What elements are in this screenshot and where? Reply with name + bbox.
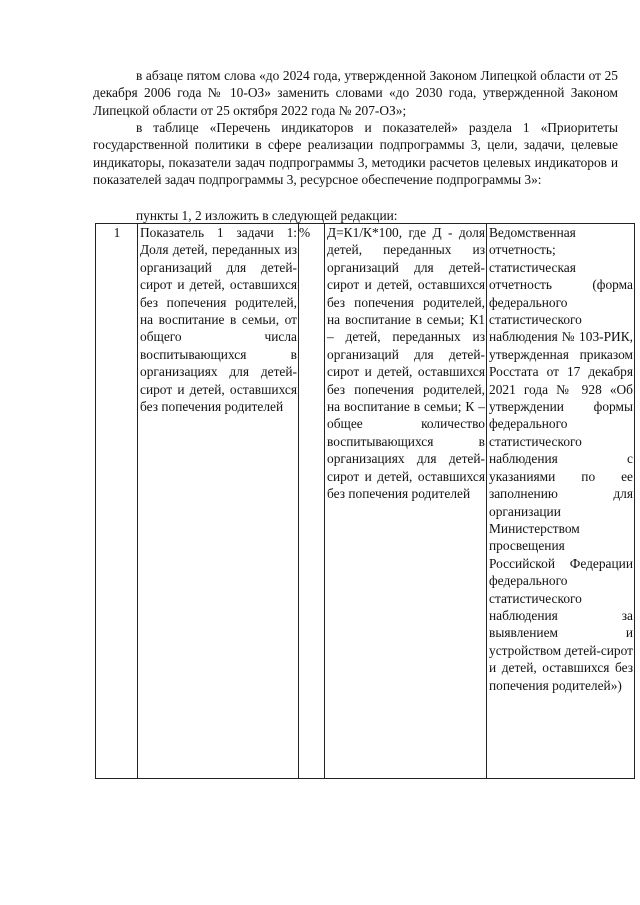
cell-number (96, 224, 138, 779)
cell-indicator-name: Показатель 1 задачи 1: Доля детей, переданных из организаций для детей-сирот и детей, оставшихся без попечения родителей, на воспитание в семьи, от общего числа воспитывающихся в организациях для детей-сирот и детей, оставшихся без попечения родителей (138, 224, 299, 779)
cell-data-source: Ведомственная отчетность; статистическая отчетность (форма федерального статистического наблюдения № 103-РИК, утвержденная приказом Росстата от 17 декабря 2021 года № 928 «Об утверждении формы федерального статистического наблюдения с указаниями по ее заполнению для организации Министерством просвещения Российской Федерации федерального статистического наблюдения за выявлением и устройством детей-сирот и детей, оставшихся без попечения родителей») (487, 224, 635, 779)
paragraph-amendment-2: в таблице «Перечень индикаторов и показателей» раздела 1 «Приоритеты государственной политики в сфере реализации подпрограммы 3, цели, задачи, целевые индикаторы, показатели задач подпрограммы 3, методики расчетов целевых индикаторов и показателей задач подпрограммы 3, ресурсное обеспечение подпрограммы 3»: (93, 120, 618, 188)
paragraph-amendment-1: в абзаце пятом слова «до 2024 года, утвержденной Законом Липецкой области от 25 декабря 2006 года № 10-ОЗ» заменить словами «до 2030 года, утвержденной Законом Липецкой области от 25 октября 2022 года № 207-ОЗ»; (93, 68, 618, 118)
table-row (96, 224, 635, 779)
paragraph-amendment-3: пункты 1, 2 изложить в следующей редакции: (136, 208, 398, 223)
cell-unit: % (299, 224, 325, 779)
cell-calculation-method: Д=К1/К*100, где Д - доля детей, переданных из организаций для детей-сирот и детей, оставшихся без попечения родителей, на воспитание в семьи; К1 – детей, переданных из организаций для детей-сирот и детей, оставшихся без попечения родителей, на воспитание в семьи; К – общее количество воспитывающихся в организациях для детей-сирот и детей, оставшихся без попечения родителей (325, 224, 487, 779)
row-number: 1 (113, 225, 121, 240)
indicators-table (95, 223, 635, 779)
